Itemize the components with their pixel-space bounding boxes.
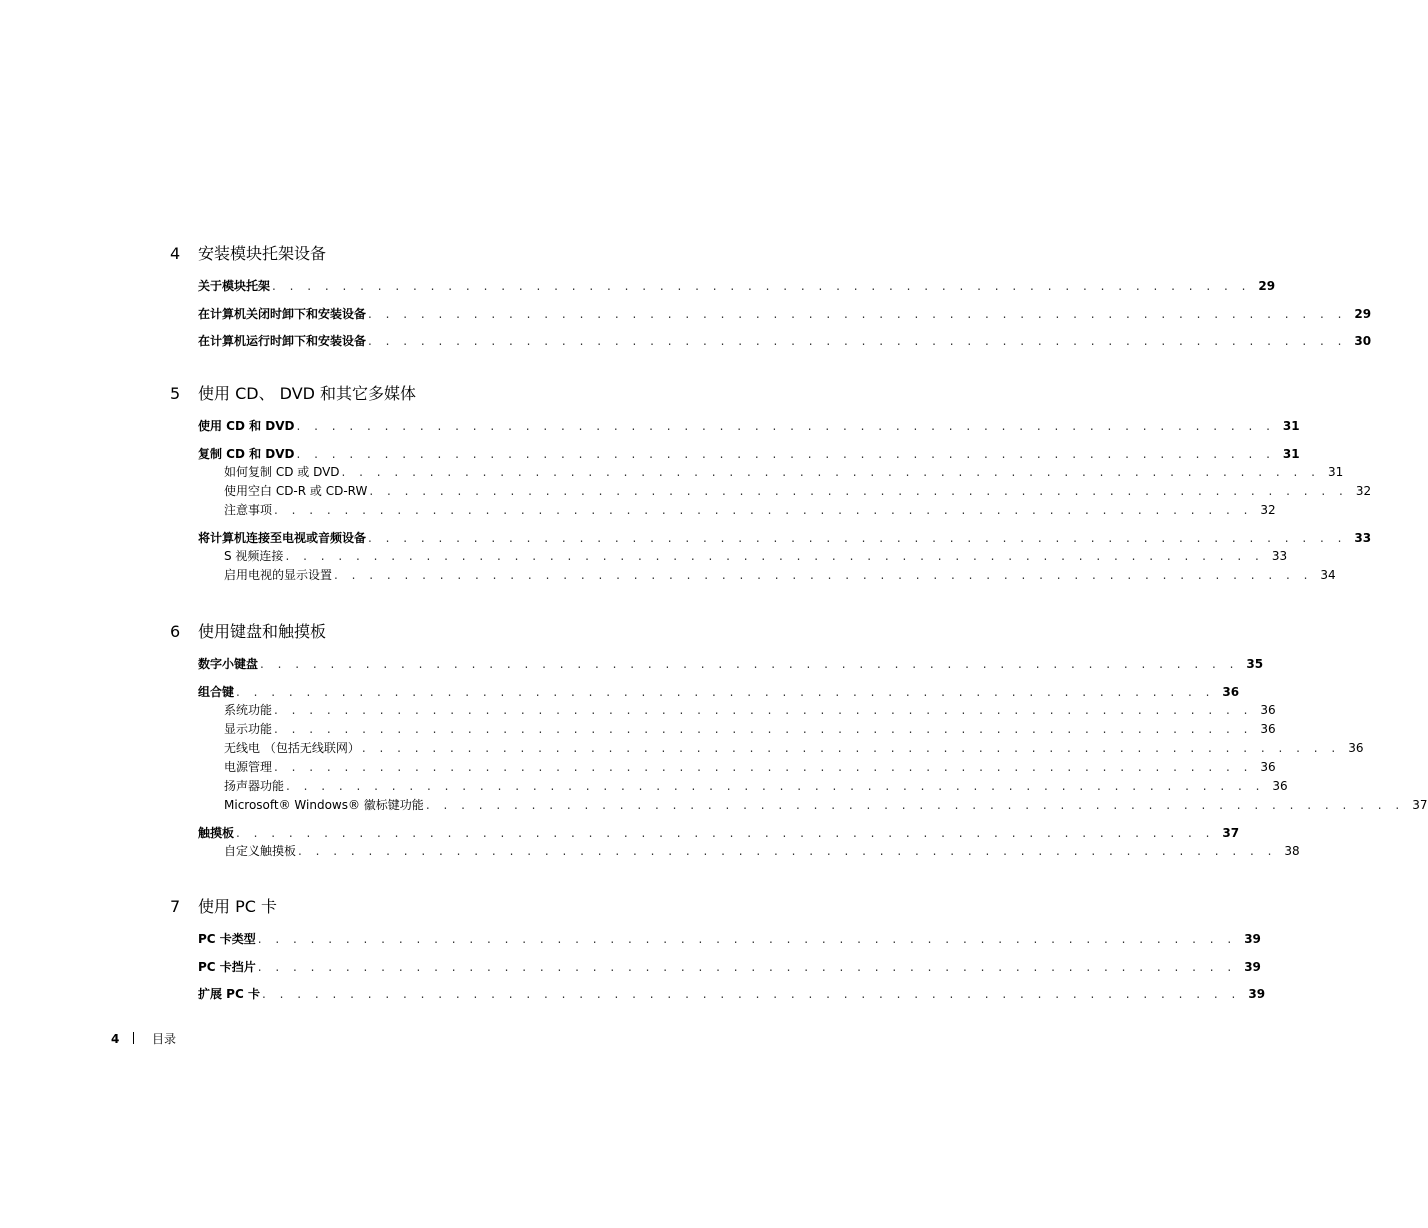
toc-entry[interactable] bbox=[198, 417, 1300, 435]
toc-entry-label: 关于模块托架 bbox=[198, 279, 271, 293]
toc-entry-label: S 视频连接 bbox=[224, 549, 284, 563]
dot-leader bbox=[297, 445, 1275, 463]
dot-leader bbox=[274, 758, 1252, 777]
dot-leader bbox=[297, 417, 1275, 435]
toc-page-number: 38 bbox=[1284, 844, 1300, 858]
toc-entry-label: 触摸板 bbox=[198, 826, 235, 840]
toc-entry-label: 扩展 PC 卡 bbox=[198, 987, 260, 1001]
toc-entry[interactable] bbox=[198, 529, 1372, 547]
toc-entry[interactable] bbox=[198, 305, 1372, 323]
footer-page-number: 4 bbox=[111, 1032, 120, 1046]
toc-entry-label: 无线电 （包括无线联网） bbox=[224, 740, 360, 755]
dot-leader bbox=[236, 824, 1214, 842]
toc-entry[interactable] bbox=[198, 985, 1266, 1003]
dot-leader bbox=[272, 277, 1250, 295]
toc-entry-label: 数字小键盘 bbox=[198, 657, 259, 671]
toc-entry-label: Microsoft® Windows® 徽标键功能 bbox=[224, 797, 424, 812]
toc-page-number: 31 bbox=[1282, 446, 1300, 461]
toc-page-number: 29 bbox=[1258, 279, 1276, 293]
toc-entry[interactable] bbox=[198, 958, 1261, 976]
chapter-number: 4 bbox=[170, 244, 181, 263]
toc-entry-label: 组合键 bbox=[198, 684, 235, 699]
footer-separator bbox=[133, 1032, 134, 1044]
toc-subentry[interactable] bbox=[224, 463, 1344, 482]
toc-entry-label: 系统功能 bbox=[224, 702, 273, 717]
toc-page-number: 37 bbox=[1222, 826, 1240, 840]
toc-page-number: 36 bbox=[1260, 702, 1276, 717]
dot-leader bbox=[262, 985, 1240, 1003]
footer-section-title: 目录 bbox=[152, 1032, 177, 1046]
toc-entry-label: 使用空白 CD-R 或 CD-RW bbox=[224, 483, 368, 498]
dot-leader bbox=[258, 930, 1236, 948]
toc-entry-label: 扬声器功能 bbox=[224, 778, 285, 793]
toc-subentry[interactable] bbox=[224, 739, 1364, 758]
toc-page-number: 30 bbox=[1354, 334, 1372, 348]
dot-leader bbox=[362, 739, 1340, 758]
toc-page-number: 33 bbox=[1354, 531, 1372, 545]
toc-entry-label: 复制 CD 和 DVD bbox=[198, 446, 295, 461]
dot-leader bbox=[286, 777, 1264, 796]
dot-leader bbox=[426, 796, 1404, 815]
toc-entry-label: 自定义触摸板 bbox=[224, 844, 297, 858]
dot-leader bbox=[368, 529, 1346, 547]
toc-entry-label: 电源管理 bbox=[224, 759, 273, 774]
toc-page-number: 33 bbox=[1271, 549, 1288, 563]
toc-entry[interactable] bbox=[198, 277, 1276, 295]
toc-entry-label: 启用电视的显示设置 bbox=[224, 568, 333, 582]
toc-page-number: 32 bbox=[1260, 502, 1276, 517]
chapter-7 bbox=[170, 896, 1266, 1003]
toc-page-number: 39 bbox=[1248, 987, 1266, 1001]
toc-subentry[interactable] bbox=[224, 701, 1276, 720]
toc-page-number: 37 bbox=[1412, 797, 1428, 812]
toc-entry-list bbox=[170, 277, 1372, 350]
toc-entry-label: 如何复制 CD 或 DVD bbox=[224, 464, 340, 479]
chapter-number: 6 bbox=[170, 622, 181, 641]
dot-leader bbox=[258, 958, 1236, 976]
toc-entry[interactable] bbox=[198, 655, 1264, 673]
dot-leader bbox=[342, 463, 1320, 482]
chapter-title: 使用 CD、 DVD 和其它多媒体 bbox=[198, 384, 417, 403]
toc-entry-label: 注意事项 bbox=[224, 502, 273, 517]
toc-entry[interactable] bbox=[198, 930, 1261, 948]
chapter-title: 使用 PC 卡 bbox=[198, 897, 277, 916]
dot-leader bbox=[274, 720, 1252, 739]
dot-leader bbox=[260, 655, 1238, 673]
toc-entry[interactable] bbox=[198, 445, 1300, 463]
chapter-6 bbox=[170, 621, 1428, 861]
dot-leader bbox=[368, 305, 1346, 323]
toc-page-number: 36 bbox=[1260, 759, 1276, 774]
chapter-heading bbox=[170, 243, 630, 265]
toc-page-number: 36 bbox=[1272, 778, 1288, 793]
toc-page-number: 36 bbox=[1222, 684, 1240, 699]
dot-leader bbox=[274, 501, 1252, 520]
chapter-4 bbox=[170, 243, 1372, 350]
toc-page-number: 39 bbox=[1244, 959, 1261, 974]
toc-entry[interactable] bbox=[198, 332, 1372, 350]
toc-subentry[interactable] bbox=[224, 842, 1300, 861]
dot-leader bbox=[274, 701, 1252, 720]
toc-subentry[interactable] bbox=[224, 796, 1428, 815]
toc-page-number: 34 bbox=[1320, 568, 1336, 582]
chapter-number: 7 bbox=[170, 897, 181, 916]
toc-subentry[interactable] bbox=[224, 777, 1288, 796]
dot-leader bbox=[236, 683, 1214, 701]
toc-entry-label: 在计算机关闭时卸下和安装设备 bbox=[198, 306, 367, 321]
toc-entry-list bbox=[170, 930, 1266, 1003]
dot-leader bbox=[369, 482, 1347, 501]
toc-subentry[interactable] bbox=[224, 482, 1372, 501]
page-footer bbox=[111, 1030, 176, 1048]
chapter-title: 使用键盘和触摸板 bbox=[198, 622, 327, 641]
toc-subentry[interactable] bbox=[224, 758, 1276, 777]
dot-leader bbox=[334, 566, 1312, 585]
toc-page-number: 32 bbox=[1355, 483, 1372, 498]
toc-entry[interactable] bbox=[198, 683, 1240, 701]
toc-subentry[interactable] bbox=[224, 547, 1288, 566]
toc-entry-list bbox=[170, 655, 1428, 861]
toc-page-number: 35 bbox=[1246, 657, 1264, 671]
toc-entry-label: PC 卡类型 bbox=[198, 932, 256, 946]
toc-entry-label: 使用 CD 和 DVD bbox=[198, 419, 295, 433]
toc-entry-list bbox=[170, 417, 1372, 585]
toc-subentry[interactable] bbox=[224, 501, 1276, 520]
toc-page-number: 29 bbox=[1354, 306, 1372, 321]
toc-page-number: 36 bbox=[1348, 740, 1364, 755]
chapter-number: 5 bbox=[170, 384, 181, 403]
chapter-title: 安装模块托架设备 bbox=[198, 244, 327, 263]
chapter-heading bbox=[170, 383, 630, 405]
dot-leader bbox=[368, 332, 1346, 350]
toc-entry-label: 显示功能 bbox=[224, 721, 273, 736]
toc-subentry[interactable] bbox=[224, 566, 1336, 585]
dot-leader bbox=[285, 547, 1263, 566]
chapter-5 bbox=[170, 383, 1372, 585]
toc-entry[interactable] bbox=[198, 824, 1240, 842]
toc-page-number: 36 bbox=[1260, 721, 1276, 736]
toc-page-number: 39 bbox=[1244, 932, 1261, 946]
toc-entry-label: 将计算机连接至电视或音频设备 bbox=[198, 531, 367, 545]
toc-page-number: 31 bbox=[1282, 419, 1300, 433]
chapter-heading bbox=[170, 621, 630, 643]
dot-leader bbox=[298, 842, 1276, 861]
toc-entry-label: 在计算机运行时卸下和安装设备 bbox=[198, 334, 367, 348]
toc-subentry[interactable] bbox=[224, 720, 1276, 739]
toc-page-number: 31 bbox=[1327, 464, 1344, 479]
toc-entry-label: PC 卡挡片 bbox=[198, 959, 256, 974]
chapter-heading bbox=[170, 896, 630, 918]
